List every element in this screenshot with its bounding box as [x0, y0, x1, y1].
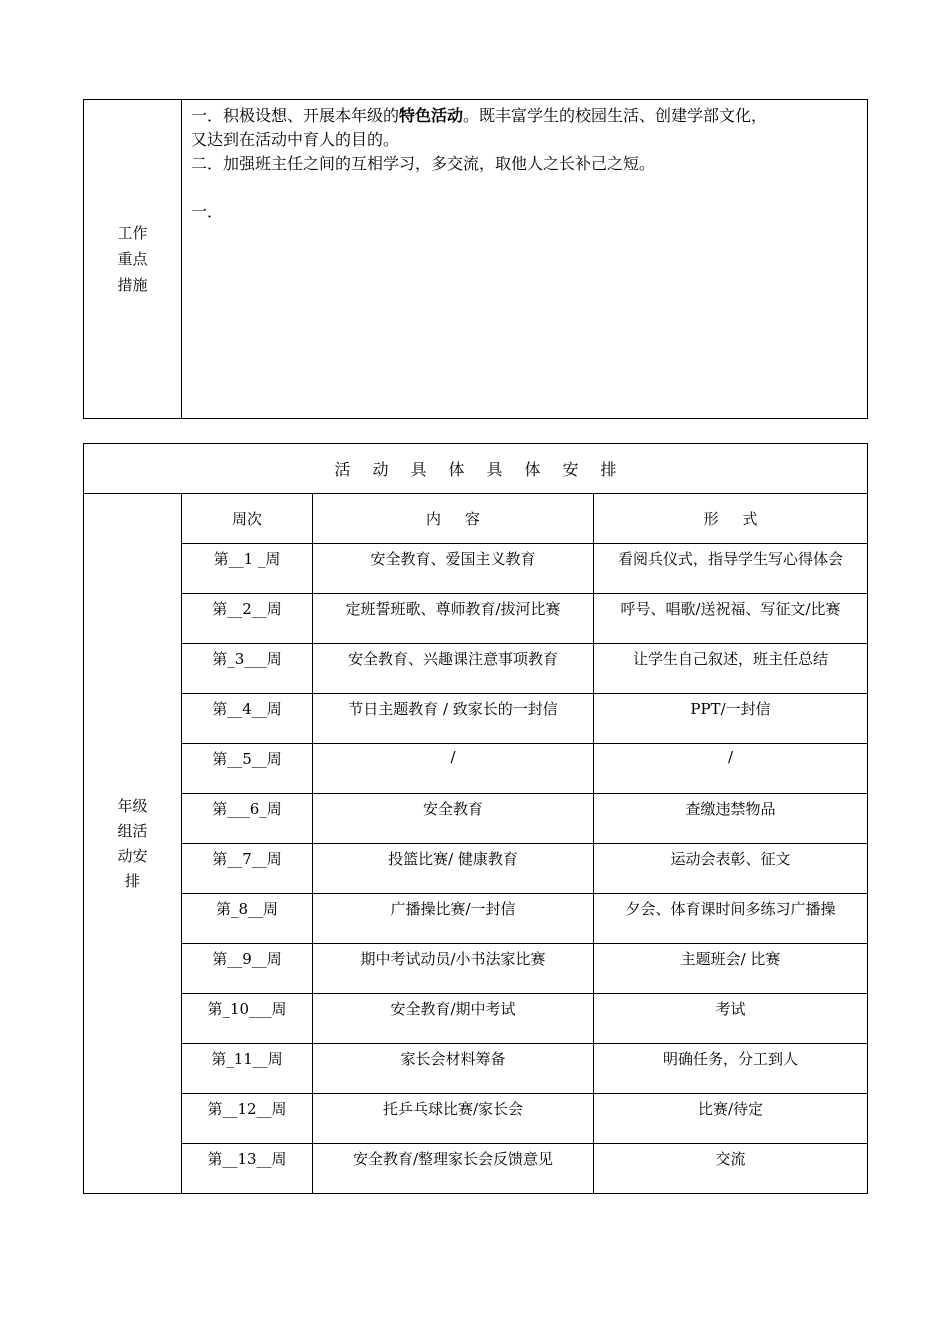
table-row [84, 1144, 868, 1194]
label-line-2: 重点 [117, 250, 148, 268]
measure-line-3: 二．加强班主任之间的互相学习，多交流，取他人之长补己之短。 [191, 154, 656, 173]
week-cell: 第__9__周 [182, 944, 313, 994]
schedule-title-text: 活动具体具体安排 [334, 460, 639, 479]
content-cell: 安全教育、爱国主义教育 [313, 544, 594, 594]
content-cell: 投篮比赛/ 健康教育 [313, 844, 594, 894]
table-row [84, 944, 868, 994]
table-row [84, 744, 868, 794]
table-row [84, 694, 868, 744]
form-cell: 让学生自己叙述，班主任总结 [594, 644, 868, 694]
form-cell: 主题班会/ 比赛 [594, 944, 868, 994]
content-cell: 节日主题教育 / 致家长的一封信 [313, 694, 594, 744]
form-cell: 呼号、唱歌/送祝福、写征文/比赛 [594, 594, 868, 644]
header-content: 内容 [313, 494, 594, 544]
measure-line-2: 又达到在活动中育人的目的。 [191, 130, 400, 149]
content-cell: 安全教育/期中考试 [313, 994, 594, 1044]
header-form: 形式 [594, 494, 868, 544]
form-cell: / [594, 744, 868, 794]
work-focus-table [83, 99, 868, 419]
form-cell: 考试 [594, 994, 868, 1044]
form-cell: PPT/一封信 [594, 694, 868, 744]
content-cell: 广播操比赛/一封信 [313, 894, 594, 944]
content-cell: 托乒乓球比赛/家长会 [313, 1094, 594, 1144]
form-cell: 交流 [594, 1144, 868, 1194]
week-cell: 第___6_周 [182, 794, 313, 844]
bold-phrase: 特色活动 [399, 106, 464, 125]
work-focus-label [84, 100, 182, 419]
measure-line-4: 一． [191, 202, 224, 221]
table-row [84, 594, 868, 644]
table-row [84, 544, 868, 594]
label-line-3: 措施 [117, 276, 148, 294]
grade-activity-label: 年级 组活 动安 排 [84, 494, 182, 1194]
content-cell: 安全教育 [313, 794, 594, 844]
form-cell: 明确任务，分工到人 [594, 1044, 868, 1094]
measure-line-1: 一．积极设想、开展本年级的特色活动。既丰富学生的校园生活、创建学部文化， [191, 106, 768, 125]
form-cell: 比赛/待定 [594, 1094, 868, 1144]
label-line-1: 工作 [117, 224, 148, 242]
form-cell: 看阅兵仪式，指导学生写心得体会 [594, 544, 868, 594]
table-row [84, 644, 868, 694]
week-cell: 第__5__周 [182, 744, 313, 794]
week-cell: 第_10___周 [182, 994, 313, 1044]
week-cell: 第_3___周 [182, 644, 313, 694]
week-cell: 第__13__周 [182, 1144, 313, 1194]
work-focus-content [182, 100, 868, 419]
content-cell: 定班誓班歌、尊师教育/拔河比赛 [313, 594, 594, 644]
content-cell: 家长会材料筹备 [313, 1044, 594, 1094]
week-cell: 第__1 _周 [182, 544, 313, 594]
week-cell: 第_8__周 [182, 894, 313, 944]
activity-schedule-table [83, 443, 868, 1194]
table-row [84, 794, 868, 844]
week-cell: 第__4__周 [182, 694, 313, 744]
content-cell: 安全教育、兴趣课注意事项教育 [313, 644, 594, 694]
week-cell: 第__2__周 [182, 594, 313, 644]
form-cell: 运动会表彰、征文 [594, 844, 868, 894]
table-row [84, 844, 868, 894]
content-cell: 期中考试动员/小书法家比赛 [313, 944, 594, 994]
week-cell: 第_11__周 [182, 1044, 313, 1094]
table-row [84, 1094, 868, 1144]
table-row [84, 1044, 868, 1094]
week-cell: 第__7__周 [182, 844, 313, 894]
schedule-title [84, 444, 868, 494]
content-cell: / [313, 744, 594, 794]
table-row [84, 994, 868, 1044]
table-row [84, 894, 868, 944]
form-cell: 夕会、体育课时间多练习广播操 [594, 894, 868, 944]
header-week: 周次 [182, 494, 313, 544]
week-cell: 第__12__周 [182, 1094, 313, 1144]
form-cell: 查缴违禁物品 [594, 794, 868, 844]
content-cell: 安全教育/整理家长会反馈意见 [313, 1144, 594, 1194]
